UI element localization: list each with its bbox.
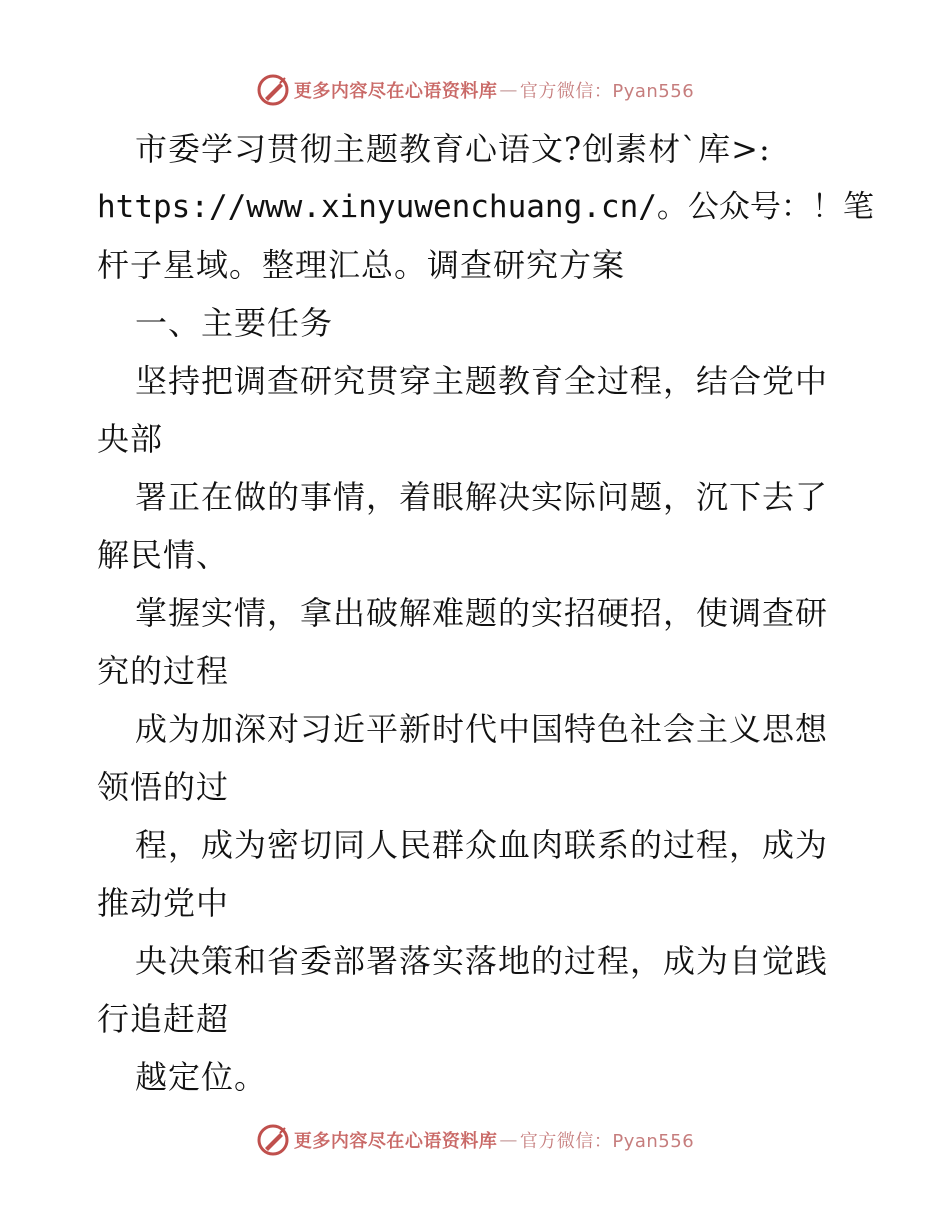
watermark-separator: — <box>499 1129 518 1151</box>
header-watermark <box>0 70 950 110</box>
text-line: 领悟的过 <box>97 768 230 806</box>
watermark-text: 更多内容尽在心语资料库 <box>293 81 498 102</box>
watermark-separator: — <box>499 79 518 101</box>
text-line: 程，成为密切同人民群众血肉联系的过程，成为 <box>135 826 829 864</box>
text-line: 越定位。 <box>135 1058 268 1096</box>
quill-logo-icon <box>256 1123 290 1157</box>
watermark-contact: 官方微信：Pyan556 <box>519 81 695 102</box>
text-line: 杆子星域。整理汇总。调查研究方案 <box>97 246 626 284</box>
document-body <box>97 120 874 1106</box>
text-line: 央决策和省委部署落实落地的过程，成为自觉践 <box>135 942 829 980</box>
text-line: 成为加深对习近平新时代中国特色社会主义思想 <box>135 710 829 748</box>
text-line: 署正在做的事情，着眼解决实际问题，沉下去了 <box>135 478 829 516</box>
section-heading: 一、主要任务 <box>135 304 334 342</box>
text-line-url: https://www.xinyuwenchuang.cn/。公众号：！笔 <box>97 189 874 225</box>
text-line: 究的过程 <box>97 652 230 690</box>
quill-logo-icon <box>256 73 290 107</box>
text-line: 央部 <box>97 420 164 458</box>
text-line: 坚持把调查研究贯穿主题教育全过程，结合党中 <box>135 362 829 400</box>
text-line: 解民情、 <box>97 536 230 574</box>
watermark-contact: 官方微信：Pyan556 <box>519 1131 695 1152</box>
watermark-text: 更多内容尽在心语资料库 <box>293 1131 498 1152</box>
text-line: 推动党中 <box>97 884 230 922</box>
text-line: 行追赶超 <box>97 1000 230 1038</box>
text-line: 市委学习贯彻主题教育心语文?创素材`库>: <box>135 130 771 168</box>
footer-watermark <box>0 1120 950 1160</box>
text-line: 掌握实情，拿出破解难题的实招硬招，使调查研 <box>135 594 829 632</box>
